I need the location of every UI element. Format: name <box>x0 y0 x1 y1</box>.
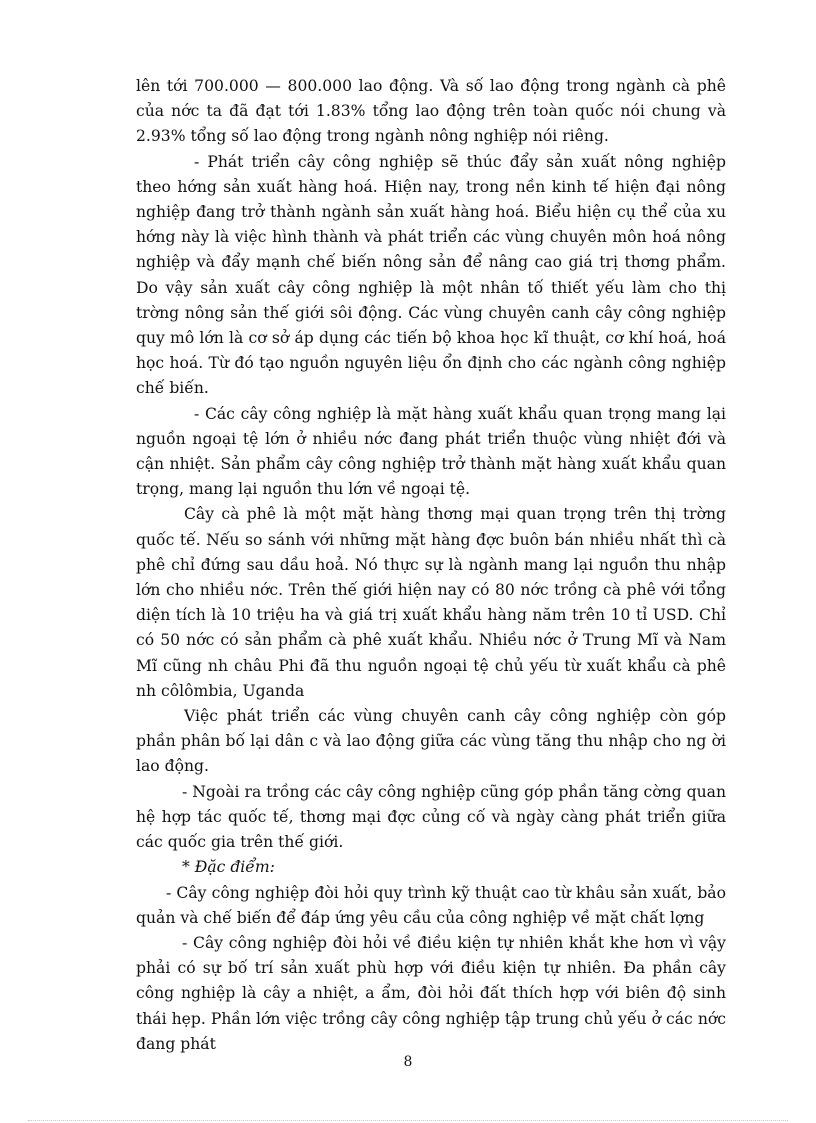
paragraph-technical-requirements: - Cây công nghiệp đòi hỏi quy trình kỹ thuật cao từ khâu sản xuất, bảo quản và chế biến để đáp ứng yêu cầu của công nghiệp về mặt chất lợng <box>136 883 726 927</box>
body-text <box>136 74 726 1057</box>
paragraph-labor-continuation: lên tới 700.000 — 800.000 lao động. Và số lao động trong ngành cà phê của nớc ta đã đạt tới 1.83% tổng lao động trên toàn quốc nói chung và 2.93% tổng số lao động trong ngành nông nghiệp nói riêng. <box>136 77 726 146</box>
paragraph-coffee-trade: Cây cà phê là một mặt hàng thơng mại quan trọng trên thị trờng quốc tế. Nếu so sánh với những mặt hàng đợc buôn bán nhiều nhất thì cà phê chỉ đứng sau dầu hoả. Nó thực sự là ngành mang lại nguồn thu nhập lớn cho nhiều nớc. Trên thế giới hiện nay có 80 nớc trồng cà phê với tổng diện tích là 10 triệu ha và giá trị xuất khẩu hàng năm trên 10 tỉ USD. Chỉ có 50 nớc có sản phẩm cà phê xuất khẩu. Nhiều nớc ở Trung Mĩ và Nam Mĩ cũng nh châu Phi đã thu nguồn ngoại tệ chủ yếu từ xuất khẩu cà phê nh côlômbia, Uganda <box>136 505 726 700</box>
paragraph-commodity-production: - Phát triển cây công nghiệp sẽ thúc đẩy sản xuất nông nghiệp theo hớng sản xuất hàng hoá. Hiện nay, trong nền kinh tế hiện đại nông nghiệp đang trở thành ngành sản xuất hàng hoá. Biểu hiện cụ thể của xu hớng này là việc hình thành và phát triển các vùng chuyên môn hoá nông nghiệp và đẩy mạnh chế biến nông sản để nâng cao giá trị thơng phẩm. Do vậy sản xuất cây công nghiệp là một nhân tố thiết yếu làm cho thị trờng nông sản thế giới sôi động. Các vùng chuyên canh cây công nghiệp quy mô lớn là cơ sở áp dụng các tiến bộ khoa học kĩ thuật, cơ khí hoá, hoá học hoá. Từ đó tạo nguồn nguyên liệu ổn định cho các ngành công nghiệp chế biến. <box>136 152 726 398</box>
section-heading-characteristics: * Đặc điểm: <box>182 858 275 877</box>
page-bottom-divider <box>28 1120 788 1121</box>
page-number: 8 <box>403 1054 413 1070</box>
paragraph-redistribution: Việc phát triển các vùng chuyên canh cây công nghiệp còn góp phần phân bố lại dân c và lao động giữa các vùng tăng thu nhập cho ng ời lao động. <box>136 707 726 776</box>
paragraph-international-cooperation: - Ngoài ra trồng các cây công nghiệp cũng góp phần tăng cờng quan hệ hợp tác quốc tế, thơng mại đợc củng cố và ngày càng phát triển giữa các quốc gia trên thế giới. <box>136 782 726 852</box>
paragraph-natural-conditions: - Cây công nghiệp đòi hỏi về điều kiện tự nhiên khắt khe hơn vì vậy phải có sự bố trí sản xuất phù hợp với điều kiện tự nhiên. Đa phần cây công nghiệp là cây a nhiệt, a ẩm, đòi hỏi đất thích hợp với biên độ sinh thái hẹp. Phần lớn việc trồng cây công nghiệp tập trung chủ yếu ở các nớc đang phát <box>136 933 726 1053</box>
paragraph-export-items: - Các cây công nghiệp là mặt hàng xuất khẩu quan trọng mang lại nguồn ngoại tệ lớn ở nhiều nớc đang phát triển thuộc vùng nhiệt đới và cận nhiệt. Sản phẩm cây công nghiệp trở thành mặt hàng xuất khẩu quan trọng, mang lại nguồn thu lớn về ngoại tệ. <box>136 404 726 499</box>
